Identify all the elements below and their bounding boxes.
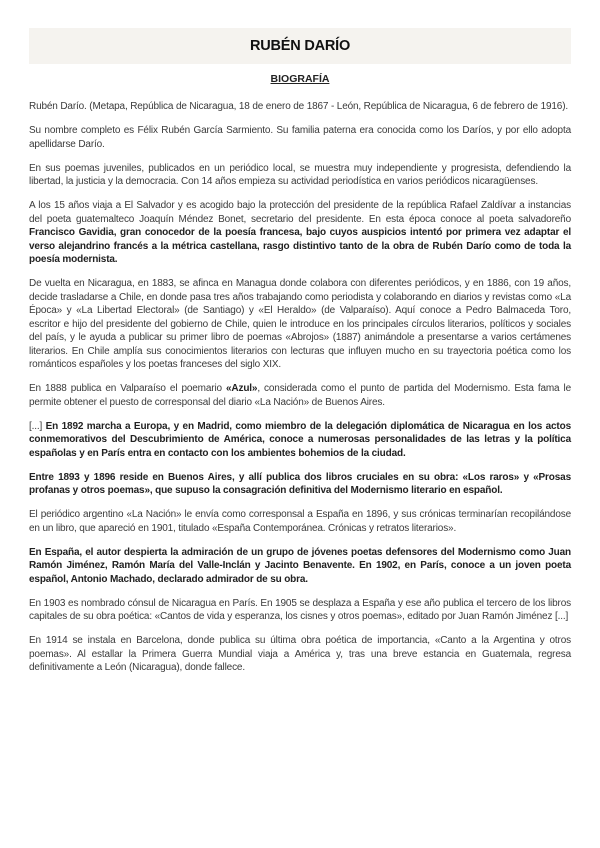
paragraph-3: En sus poemas juveniles, publicados en un periódico local, se muestra muy independiente y progresista, defendiendo la libertad, la justicia y la democracia. Con 14 años empieza su actividad periodística en varios periódicos nicaragüenses. <box>29 162 571 187</box>
paragraph-1: Rubén Darío. (Metapa, República de Nicaragua, 18 de enero de 1867 - León, República de Nicaragua, 6 de febrero de 1916). <box>29 101 569 112</box>
paragraph-4 <box>29 199 571 267</box>
paragraph-9: El periódico argentino «La Nación» le envía como corresponsal a España en 1896, y sus crónicas terminarían recopilándose en un libro, que apareció en 1901, titulado «España Contemporánea. Crónicas y retratos literarios». <box>29 509 571 534</box>
paragraph-4-bold: Francisco Gavidia, gran conocedor de la poesía francesa, bajo cuyos auspicios intentó por primera vez adaptar el verso alejandrino francés a la métrica castellana, rasgo distintivo tanto de la obra de Rubén Darío como de toda la poesía modernista. <box>29 227 571 265</box>
page-title: RUBÉN DARÍO <box>249 38 351 54</box>
paragraph-8: Entre 1893 y 1896 reside en Buenos Aires, y allí publica dos libros cruciales en su obra: «Los raros» y «Prosas profanas y otros poemas», que supuso la consagración definitiva del Modernismo literario en español. <box>29 471 571 496</box>
paragraph-7-ellipsis: [...] <box>29 420 46 432</box>
biography-text <box>29 100 571 685</box>
title-bar <box>29 28 571 64</box>
section-heading: BIOGRAFÍA <box>270 73 330 85</box>
paragraph-7 <box>29 420 571 461</box>
paragraph-6 <box>29 382 571 409</box>
paragraph-11: En 1903 es nombrado cónsul de Nicaragua en París. En 1905 se desplaza a España y ese año publica el tercero de los libros capitales de su obra poética: «Cantos de vida y esperanza, los cisnes y otros poemas», editado por Juan Ramón Jiménez [...] <box>29 597 571 622</box>
paragraph-6-text-a: En 1888 publica en Valparaíso el poemario <box>29 383 226 394</box>
paragraph-6-bold: «Azul» <box>226 383 258 394</box>
paragraph-5: De vuelta en Nicaragua, en 1883, se afinca en Managua donde colabora con diferentes periódicos, y en 1886, con 19 años, decide trasladarse a Chile, en donde pasa tres años trabajando como periodista y colaborando en diarios y revistas como «La Época» y «La Libertad Electoral» (de Santiago) y «El Heraldo» (de Valparaíso). Aquí conoce a Pedro Balmaceda Toro, escritor e hijo del presidente del gobierno de Chile, quien le introduce en los principales círculos literarios, políticos y sociales del país, y le ayuda a publicar su primer libro de poemas «Abrojos» (1887) animándole a presentarse a varios certámenes literarios. En Chile amplía sus conocimientos literarios con lecturas que influyen mucho en su trayectoria poética como los románticos españoles y los poetas franceses del siglo XIX. <box>29 278 571 370</box>
paragraph-4-text: A los 15 años viaja a El Salvador y es acogido bajo la protección del presidente de la república Rafael Zaldívar a instancias del poeta guatemalteco Joaquín Méndez Bonet, secretario del presidente. En esta época conoce al poeta salvadoreño <box>29 200 571 225</box>
paragraph-10: En España, el autor despierta la admiración de un grupo de jóvenes poetas defensores del Modernismo como Juan Ramón Jiménez, Ramón María del Valle-Inclán y Jacinto Benavente. En 1902, en París, conoce a un joven poeta español, Antonio Machado, declarado admirador de su obra. <box>29 546 571 585</box>
paragraph-12: En 1914 se instala en Barcelona, donde publica su última obra poética de importancia, «Canto a la Argentina y otros poemas». Al estallar la Primera Guerra Mundial viaja a América y, tras una breve estancia en Guatemala, regresa definitivamente a León (Nicaragua), donde fallece. <box>29 635 571 673</box>
paragraph-2: Su nombre completo es Félix Rubén García Sarmiento. Su familia paterna era conocida como los Daríos, y por ello adopta apellidarse Darío. <box>29 125 571 150</box>
paragraph-6-text-b: , considerada como el punto de partida del Modernismo. Esta fama le permite obtener el puesto de corresponsal del diario «La Nación» de Buenos Aires. <box>29 383 571 408</box>
paragraph-7-bold: En 1892 marcha a Europa, y en Madrid, como miembro de la delegación diplomática de Nicaragua en los actos conmemorativos del Descubrimiento de América, conoce a numerosas personalidades de las letras y la política españolas y en París entra en contacto con los ambientes bohemios de la ciudad. <box>29 420 571 459</box>
